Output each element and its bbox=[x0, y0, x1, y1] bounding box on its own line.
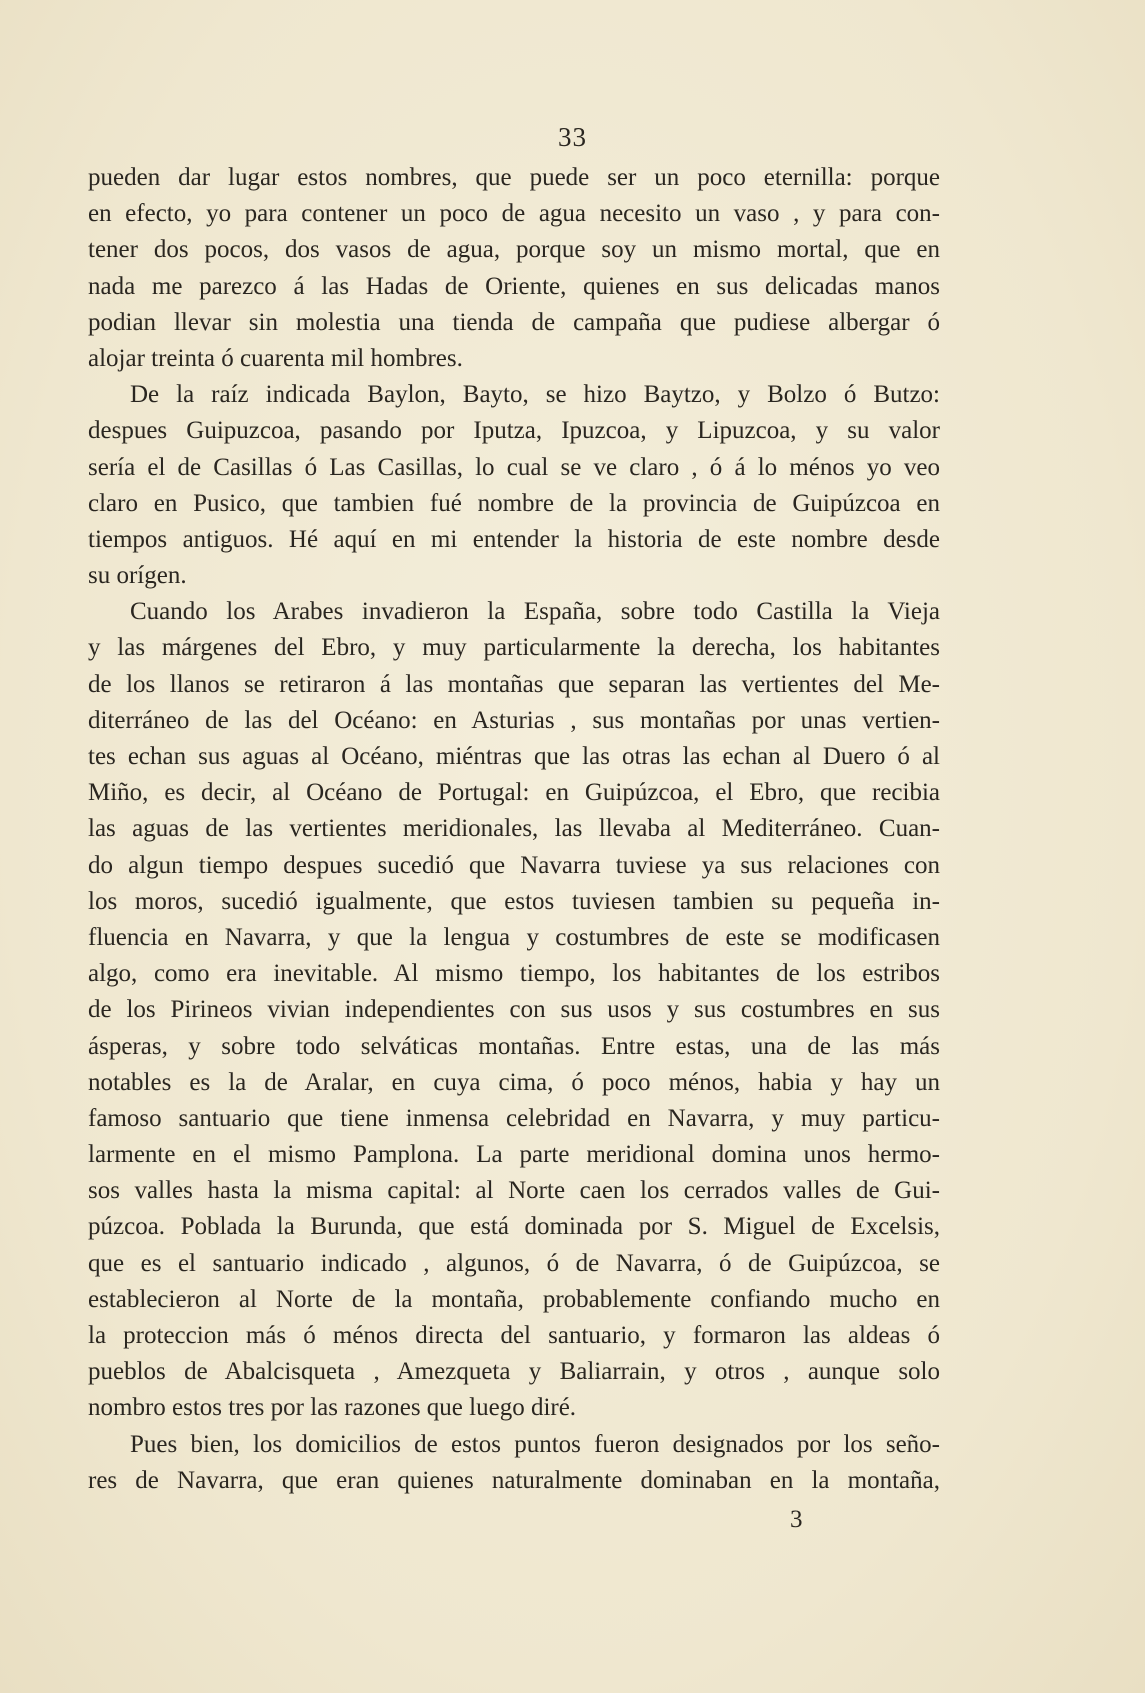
text-line: res de Navarra, que eran quienes naturalmente dominaban en la montaña, bbox=[88, 1466, 940, 1494]
signature-mark: 3 bbox=[790, 1506, 803, 1533]
text-line: nada me parezco á las Hadas de Oriente, quienes en sus delicadas manos bbox=[88, 272, 940, 300]
text-line: nombro estos tres por las razones que luego diré. bbox=[88, 1394, 577, 1422]
text-line: claro en Pusico, que tambien fué nombre de la provincia de Guipúzcoa en bbox=[88, 489, 940, 517]
text-line: y las márgenes del Ebro, y muy particularmente la derecha, los habitantes bbox=[88, 634, 940, 662]
text-line: Miño, es decir, al Océano de Portugal: en Guipúzcoa, el Ebro, que recibia bbox=[88, 779, 940, 807]
text-line: do algun tiempo despues sucedió que Navarra tuviese ya sus relaciones con bbox=[88, 851, 940, 879]
text-line: Cuando los Arabes invadieron la España, sobre todo Castilla la Vieja bbox=[130, 598, 940, 626]
text-line: De la raíz indicada Baylon, Bayto, se hizo Baytzo, y Bolzo ó Butzo: bbox=[130, 381, 940, 409]
text-line: tener dos pocos, dos vasos de agua, porque soy un mismo mortal, que en bbox=[88, 236, 940, 264]
text-line: establecieron al Norte de la montaña, probablemente confiando mucho en bbox=[88, 1285, 940, 1313]
text-line: los moros, sucedió igualmente, que estos tuviesen tambien su pequeña in- bbox=[88, 887, 940, 915]
page-number: 33 bbox=[558, 122, 587, 152]
text-line: pueblos de Abalcisqueta , Amezqueta y Baliarrain, y otros , aunque solo bbox=[88, 1358, 940, 1386]
text-line: la proteccion más ó ménos directa del santuario, y formaron las aldeas ó bbox=[88, 1322, 940, 1349]
text-line: su orígen. bbox=[88, 562, 187, 590]
text-line: tiempos antiguos. Hé aquí en mi entender la historia de este nombre desde bbox=[88, 525, 940, 553]
text-line: famoso santuario que tiene inmensa celebridad en Navarra, y muy particu- bbox=[88, 1104, 940, 1132]
text-line: despues Guipuzcoa, pasando por Iputza, Ipuzcoa, y Lipuzcoa, y su valor bbox=[88, 417, 940, 445]
text-line: larmente en el mismo Pamplona. La parte meridional domina unos hermo- bbox=[88, 1141, 940, 1169]
text-line: diterráneo de las del Océano: en Asturias , sus montañas por unas vertien- bbox=[88, 706, 940, 734]
text-line: en efecto, yo para contener un poco de agua necesito un vaso , y para con- bbox=[88, 200, 940, 228]
body-text bbox=[88, 160, 940, 1499]
text-line: de los llanos se retiraron á las montañas que separan las vertientes del Me- bbox=[88, 670, 940, 698]
text-line: notables es la de Aralar, en cuya cima, ó poco ménos, habia y hay un bbox=[88, 1068, 940, 1096]
text-line: púzcoa. Poblada la Burunda, que está dominada por S. Miguel de Excelsis, bbox=[88, 1213, 940, 1241]
text-line: que es el santuario indicado , algunos, ó de Navarra, ó de Guipúzcoa, se bbox=[88, 1249, 940, 1277]
text-line: ásperas, y sobre todo selváticas montañas. Entre estas, una de las más bbox=[88, 1032, 940, 1060]
text-line: sos valles hasta la misma capital: al Norte caen los cerrados valles de Gui- bbox=[88, 1177, 940, 1205]
text-line: Pues bien, los domicilios de estos puntos fueron designados por los seño- bbox=[130, 1430, 940, 1458]
text-line: alojar treinta ó cuarenta mil hombres. bbox=[88, 344, 463, 372]
text-line: algo, como era inevitable. Al mismo tiempo, los habitantes de los estribos bbox=[88, 960, 940, 988]
text-line: las aguas de las vertientes meridionales, las llevaba al Mediterráneo. Cuan- bbox=[88, 815, 940, 843]
text-line: pueden dar lugar estos nombres, que puede ser un poco eternilla: porque bbox=[88, 164, 940, 191]
text-line: podian llevar sin molestia una tienda de campaña que pudiese albergar ó bbox=[88, 308, 940, 336]
text-line: fluencia en Navarra, y que la lengua y costumbres de este se modificasen bbox=[88, 923, 940, 951]
text-line: sería el de Casillas ó Las Casillas, lo cual se ve claro , ó á lo ménos yo veo bbox=[88, 453, 940, 481]
text-line: tes echan sus aguas al Océano, miéntras que las otras las echan al Duero ó al bbox=[88, 743, 940, 770]
text-line: de los Pirineos vivian independientes con sus usos y sus costumbres en sus bbox=[88, 996, 940, 1024]
